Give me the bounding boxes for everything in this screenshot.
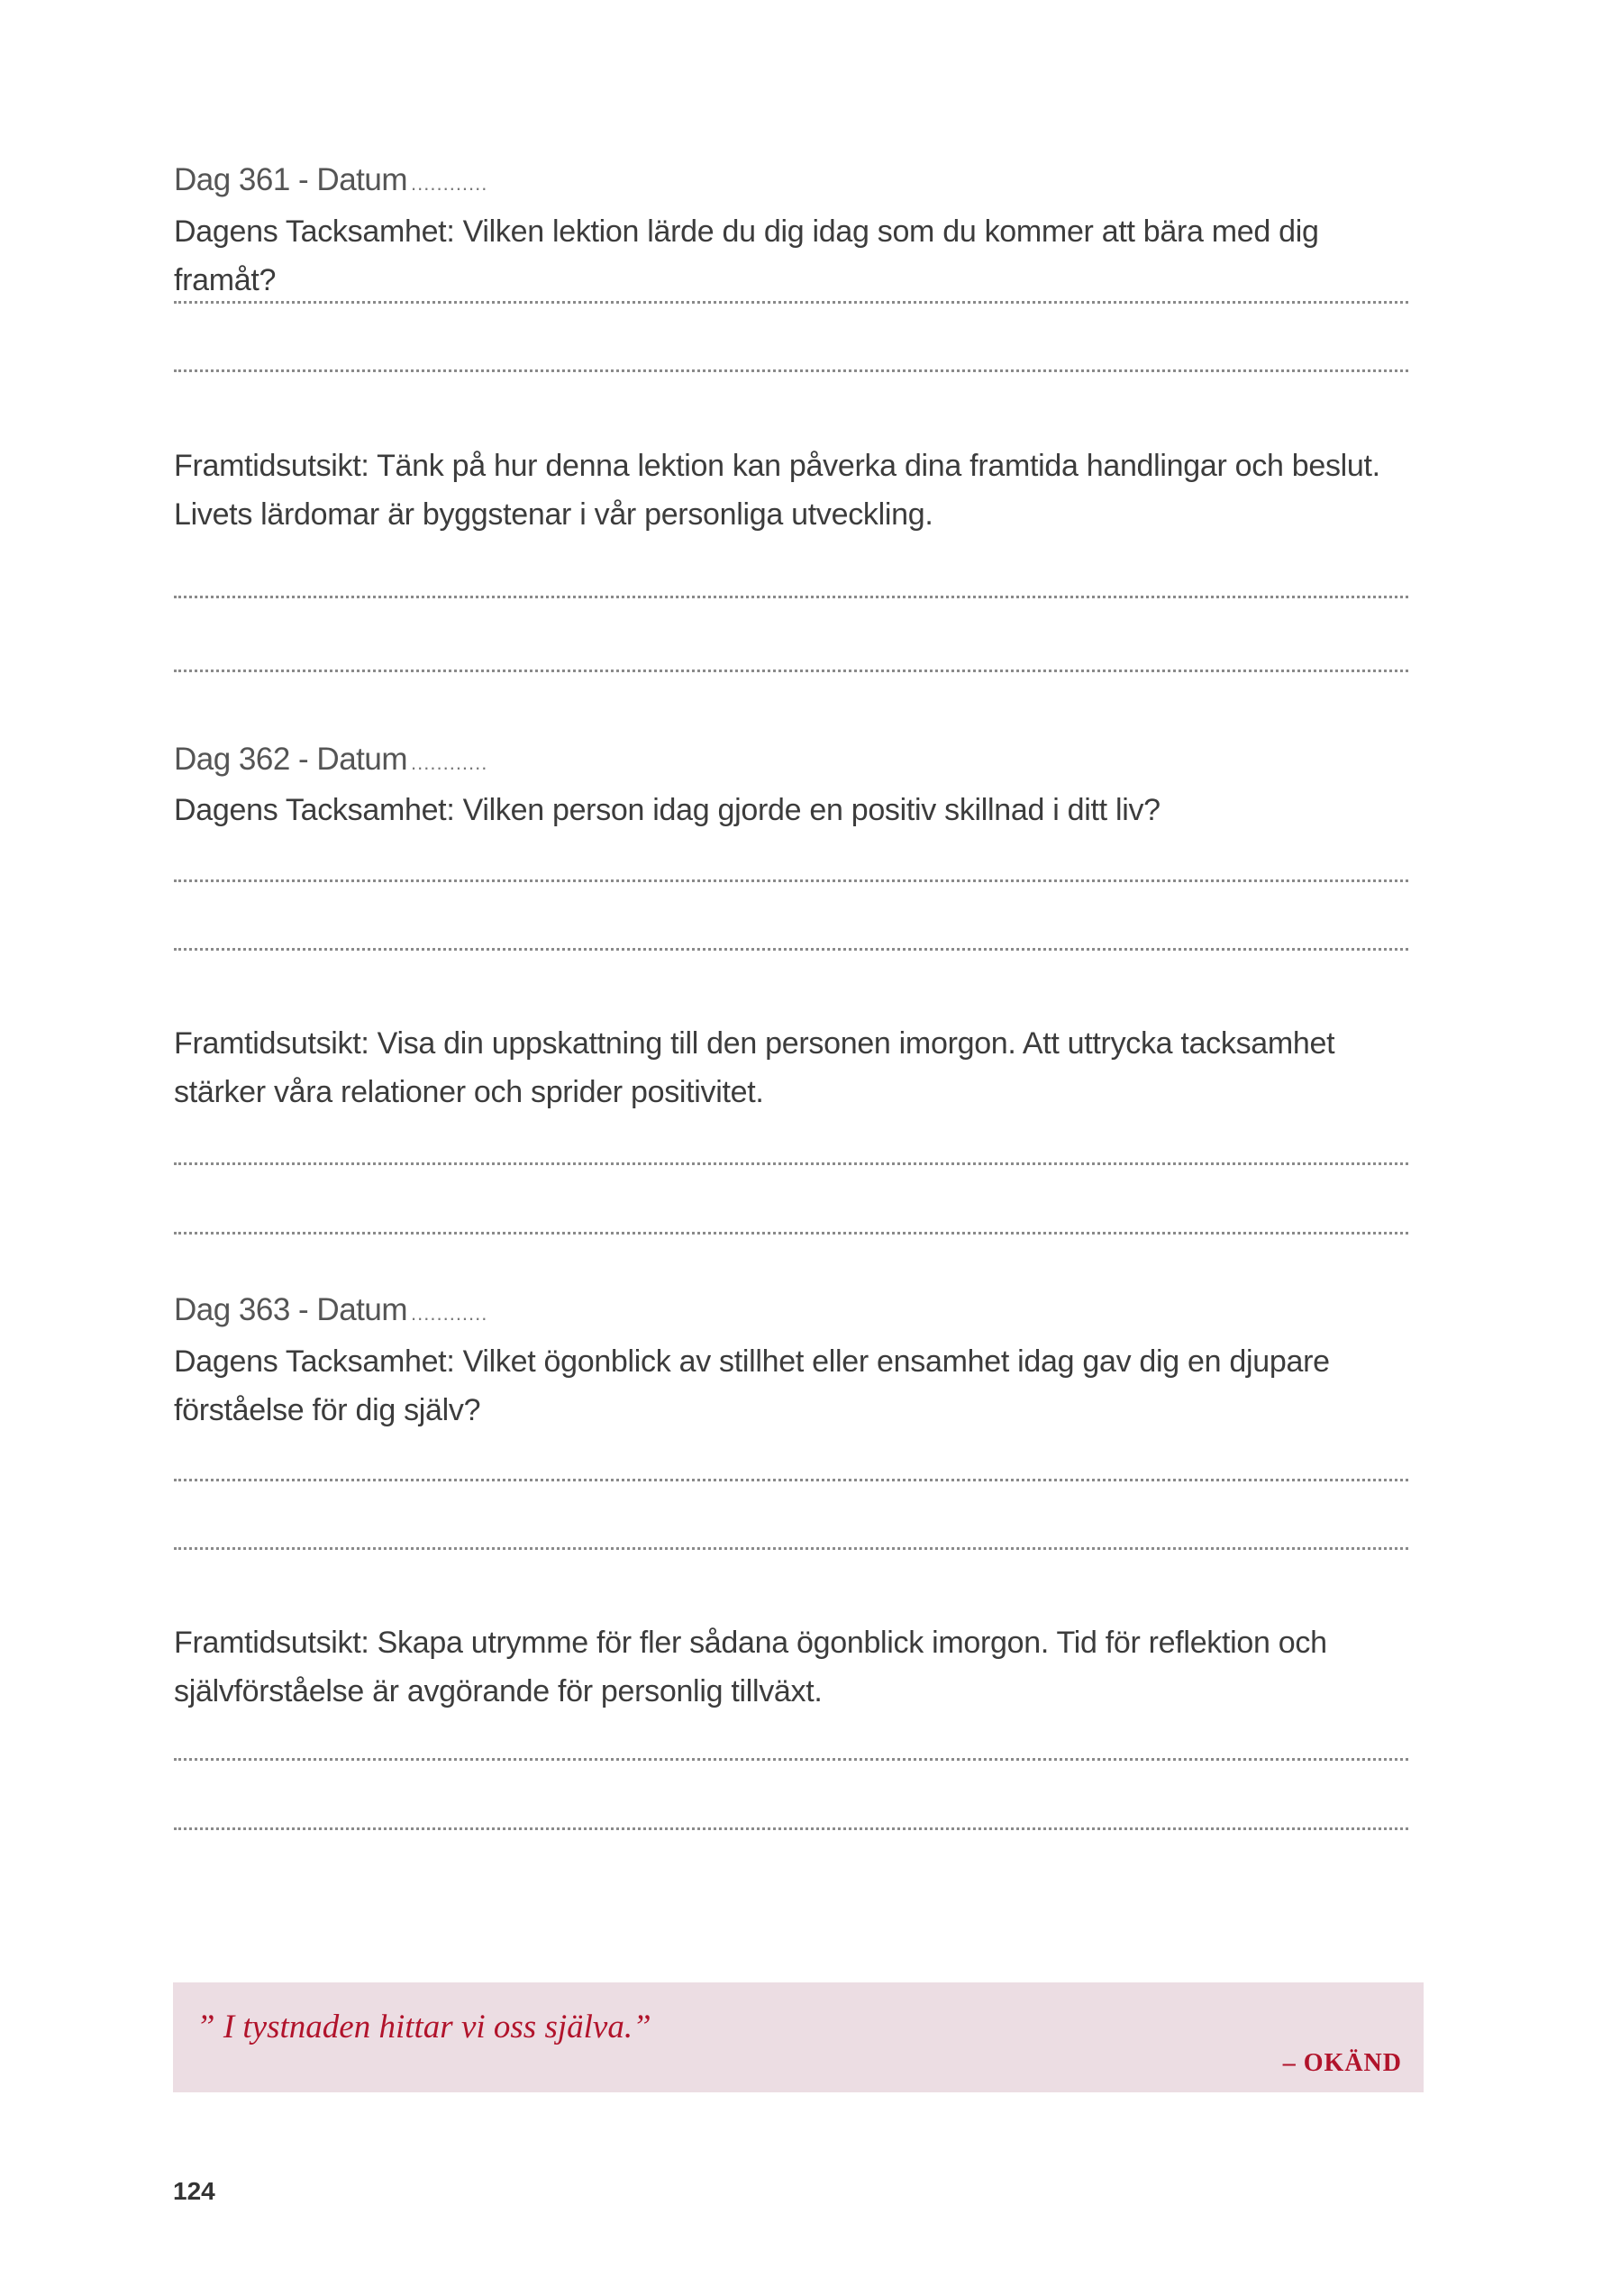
entry-title: Dag 363 - Datum xyxy=(174,1292,408,1327)
writing-line[interactable] xyxy=(174,948,1408,951)
writing-line[interactable] xyxy=(174,1479,1408,1481)
writing-line[interactable] xyxy=(174,301,1408,304)
gratitude-prompt: Dagens Tacksamhet: Vilket ögonblick av stillhet eller ensamhet idag gav dig en djupare xyxy=(174,1344,1330,1379)
gratitude-prompt: Dagens Tacksamhet: Vilken person idag gjorde en positiv skillnad i ditt liv? xyxy=(174,793,1161,827)
entry-title: Dag 362 - Datum xyxy=(174,742,408,777)
writing-line[interactable] xyxy=(174,1758,1408,1761)
date-placeholder: ............ xyxy=(411,1302,488,1325)
outlook-prompt: Framtidsutsikt: Skapa utrymme för fler sådana ögonblick imorgon. Tid för reflektion och xyxy=(174,1626,1327,1660)
writing-line[interactable] xyxy=(174,1547,1408,1550)
outlook-prompt: Framtidsutsikt: Tänk på hur denna lektion kan påverka dina framtida handlingar och beslut. xyxy=(174,449,1380,483)
quote-text: ” I tystnaden hittar vi oss själva.” xyxy=(196,2009,651,2045)
outlook-prompt: Framtidsutsikt: Visa din uppskattning till den personen imorgon. Att uttrycka tacksamhet xyxy=(174,1026,1335,1061)
gratitude-prompt: Dagens Tacksamhet: Vilken lektion lärde du dig idag som du kommer att bära med dig framåt? xyxy=(174,214,1319,297)
quote-author: – OKÄND xyxy=(1282,2049,1402,2077)
entry-heading xyxy=(174,742,487,778)
gratitude-prompt-cont: förståelse för dig själv? xyxy=(174,1393,481,1427)
entry-title: Dag 361 - Datum xyxy=(174,162,408,197)
outlook-prompt-cont: stärker våra relationer och sprider positivitet. xyxy=(174,1075,764,1109)
entry-heading xyxy=(174,1292,487,1328)
writing-line[interactable] xyxy=(174,596,1408,598)
writing-line[interactable] xyxy=(174,1827,1408,1830)
entry-heading xyxy=(174,162,487,198)
writing-line[interactable] xyxy=(174,369,1408,372)
date-placeholder: ............ xyxy=(411,172,488,195)
date-placeholder: ............ xyxy=(411,752,488,774)
writing-line[interactable] xyxy=(174,670,1408,672)
writing-line[interactable] xyxy=(174,1162,1408,1165)
outlook-prompt-cont: Livets lärdomar är byggstenar i vår personliga utveckling. xyxy=(174,497,933,532)
writing-line[interactable] xyxy=(174,1232,1408,1235)
writing-line[interactable] xyxy=(174,879,1408,882)
outlook-prompt-cont: självförståelse är avgörande för personlig tillväxt. xyxy=(174,1674,823,1708)
page-number: 124 xyxy=(173,2177,215,2205)
quote-box xyxy=(173,1982,1424,2092)
